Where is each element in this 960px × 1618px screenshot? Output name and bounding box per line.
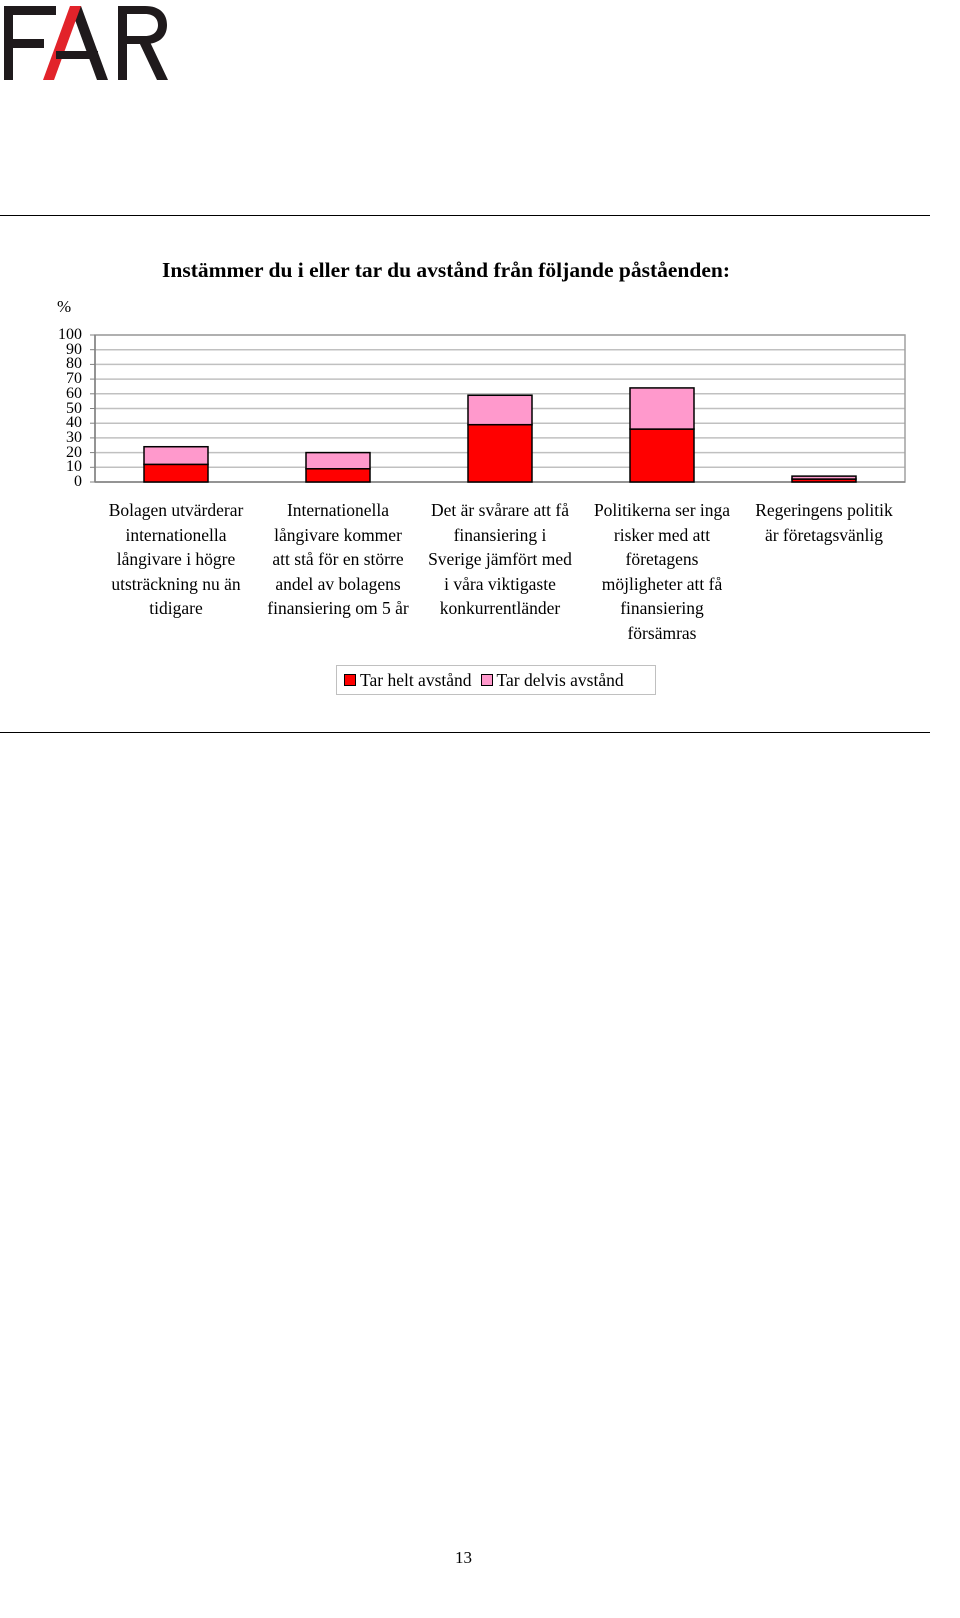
category-label-line: risker med att xyxy=(613,524,711,545)
y-tick-label: 10 xyxy=(66,458,82,476)
y-tick-label: 70 xyxy=(66,370,82,388)
y-tick-label: 100 xyxy=(58,326,82,343)
legend-label: Tar delvis avstånd xyxy=(496,669,624,690)
far-logo xyxy=(4,4,168,82)
page-number: 13 xyxy=(455,1548,472,1567)
category-label-line: i våra viktigaste xyxy=(444,573,556,594)
category-label-line: möjligheter att få xyxy=(601,573,723,594)
category-label xyxy=(743,498,905,547)
category-label-line: Det är svårare att få xyxy=(431,500,569,520)
category-label-line: är företagsvänlig xyxy=(764,524,884,545)
bar-tar-delvis-avstand xyxy=(144,447,208,465)
y-tick-label: 60 xyxy=(66,384,82,402)
chart-title: Instämmer du i eller tar du avstånd från följande påståenden: xyxy=(162,258,730,282)
category-label-line: finansiering xyxy=(620,598,704,618)
legend-item-tar-delvis-avstand xyxy=(481,670,624,691)
y-tick-label: 0 xyxy=(74,473,82,490)
y-tick-label: 90 xyxy=(66,340,82,358)
category-label-line: finansiering i xyxy=(453,524,547,545)
bottom-rule xyxy=(0,732,930,733)
bar-tar-helt-avstand xyxy=(630,429,694,482)
legend-label: Tar helt avstånd xyxy=(360,669,472,690)
y-axis-label: % xyxy=(57,297,72,316)
category-label-line: Regeringens politik xyxy=(755,500,893,520)
y-tick-label: 80 xyxy=(66,355,82,373)
y-tick-label: 30 xyxy=(66,428,82,446)
category-label-line: Politikerna ser inga xyxy=(593,500,731,520)
category-label-line: tidigare xyxy=(149,598,203,618)
category-label-line: konkurrentländer xyxy=(439,598,561,618)
category-label-line: Internationella xyxy=(286,500,390,520)
legend-swatch-pink xyxy=(481,674,493,686)
category-label xyxy=(419,498,581,621)
legend-item-tar-helt-avstand xyxy=(344,670,472,691)
category-label-line: internationella xyxy=(125,524,227,545)
category-label-line: att stå för en större xyxy=(272,549,404,569)
bar-chart xyxy=(0,220,930,500)
category-label-line: utsträckning nu än xyxy=(111,573,241,594)
category-label-line: långivare i högre xyxy=(116,549,236,569)
legend-swatch-red xyxy=(344,674,356,686)
category-label-line: Sverige jämfört med xyxy=(428,549,572,569)
category-label-line: företagens xyxy=(625,549,699,569)
y-tick-label: 50 xyxy=(66,399,82,417)
bar-tar-delvis-avstand xyxy=(306,453,370,469)
chart-legend xyxy=(336,665,656,695)
bar-tar-delvis-avstand xyxy=(792,476,856,479)
bar-tar-delvis-avstand xyxy=(630,388,694,429)
category-label xyxy=(257,498,419,621)
bar-tar-delvis-avstand xyxy=(468,395,532,424)
category-label xyxy=(581,498,743,645)
y-tick-label: 20 xyxy=(66,443,82,461)
bar-tar-helt-avstand xyxy=(144,464,208,482)
category-label-line: försämras xyxy=(627,622,697,643)
category-label-line: Bolagen utvärderar xyxy=(108,500,244,520)
category-label-line: andel av bolagens xyxy=(275,573,401,594)
bar-tar-helt-avstand xyxy=(468,425,532,482)
top-rule xyxy=(0,215,930,216)
bar-tar-helt-avstand xyxy=(306,469,370,482)
category-label-line: finansiering om 5 år xyxy=(267,598,409,618)
y-tick-label: 40 xyxy=(66,414,82,432)
category-label xyxy=(95,498,257,621)
category-label-line: långivare kommer xyxy=(274,524,402,545)
